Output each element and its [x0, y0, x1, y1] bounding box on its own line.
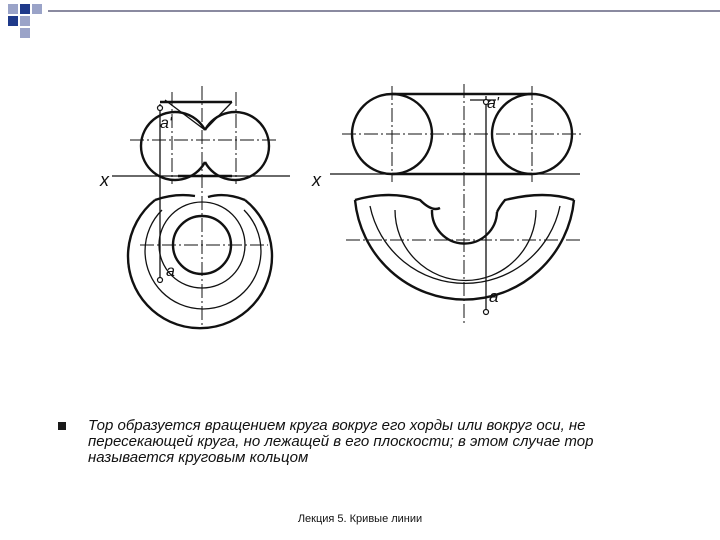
right-upper-point-label: a'	[487, 95, 499, 112]
bullet-text: Тор образуется вращением круга вокруг его хорды или вокруг оси, не пересекающей круга, но лежащей в его плоскости; в этом случае тор называется круговым кольцом	[88, 417, 594, 466]
point-marker	[158, 278, 163, 283]
bullet-marker	[58, 422, 66, 430]
point-marker	[484, 310, 489, 315]
right-x-label: x	[312, 170, 321, 190]
point-marker	[158, 106, 163, 111]
right-lower-point-label: a	[489, 287, 499, 306]
footer-caption: Лекция 5. Кривые линии	[297, 513, 423, 525]
left-upper-point-label: a'	[160, 115, 172, 132]
left-top-view	[128, 195, 272, 328]
left-x-label: x	[100, 170, 109, 190]
left-lower-point-label: a	[166, 263, 175, 280]
